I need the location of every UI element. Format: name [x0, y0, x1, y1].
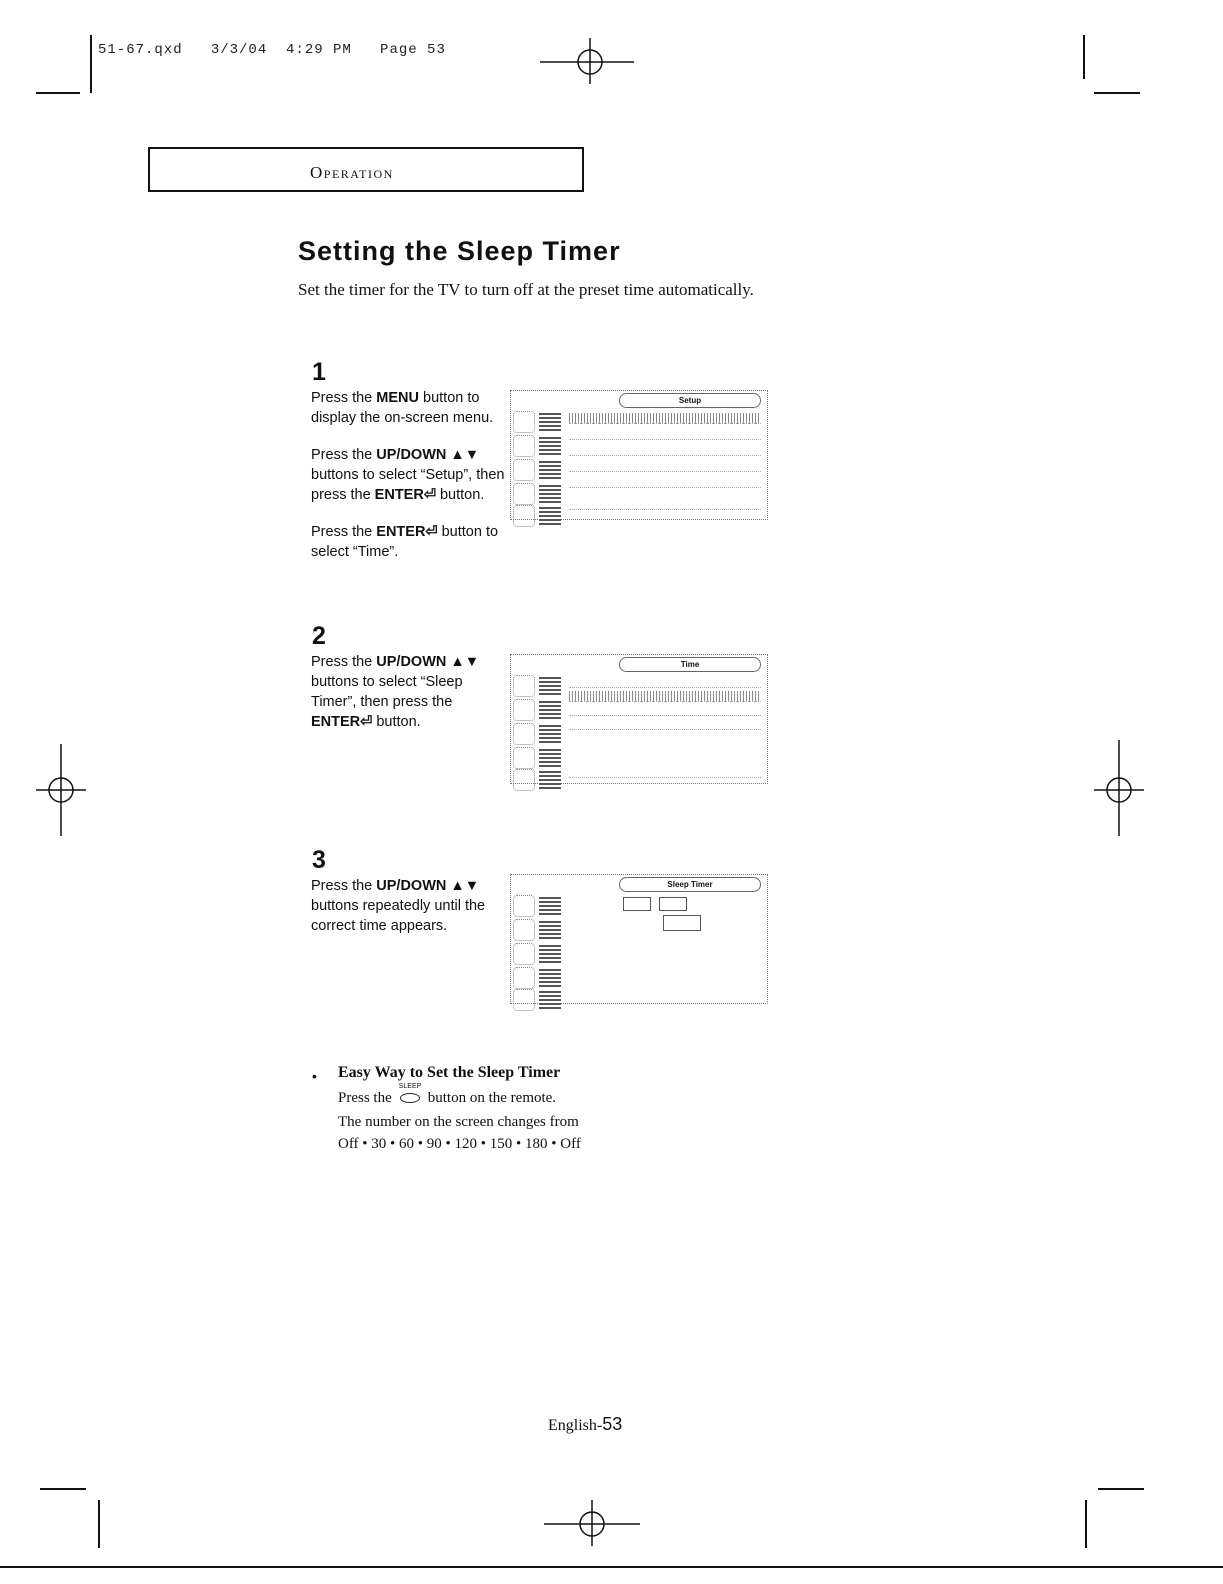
instruction: Press the UP/DOWN ▲▼ buttons to select “Setup”, then press the ENTER⏎ button. — [311, 447, 505, 503]
crop-mark — [1085, 1500, 1087, 1548]
tip-line: The number on the screen changes from — [338, 1114, 579, 1130]
osd-menu-title: Time — [619, 657, 761, 672]
instruction: Press the UP/DOWN ▲▼ buttons to select “Sleep Timer”, then press the ENTER⏎ button. — [311, 654, 480, 730]
registration-mark-left — [36, 744, 86, 836]
osd-menu-title: Sleep Timer — [619, 877, 761, 892]
crop-mark — [40, 1488, 86, 1490]
sleep-button-icon: SLEEP — [400, 1093, 420, 1103]
section-header — [148, 147, 584, 192]
step-number: 1 — [312, 358, 326, 386]
crop-mark — [36, 92, 80, 94]
step-instructions — [311, 388, 511, 579]
crop-mark — [1083, 35, 1085, 79]
osd-screenshot-setup — [510, 390, 768, 520]
step-instructions — [311, 652, 511, 749]
crop-mark — [98, 1500, 100, 1548]
section-label: Operation — [310, 163, 394, 182]
tip-line: Press the SLEEP button on the remote. — [338, 1083, 557, 1106]
osd-sidebar — [511, 409, 563, 519]
instruction: Press the MENU button to display the on-screen menu. — [311, 390, 494, 426]
instruction: Press the UP/DOWN ▲▼ buttons repeatedly until the correct time appears. — [311, 878, 486, 934]
registration-mark-right — [1094, 740, 1144, 836]
registration-mark-bottom — [544, 1500, 640, 1546]
print-slug: 51-67.qxd 3/3/04 4:29 PM Page 53 — [98, 42, 446, 58]
page-number: 53 — [602, 1414, 623, 1434]
step-number: 2 — [312, 622, 326, 650]
osd-screenshot-sleep-timer — [510, 874, 768, 1004]
step-instructions — [311, 876, 511, 953]
tip-title: Easy Way to Set the Sleep Timer — [338, 1064, 561, 1081]
crop-mark — [1094, 92, 1140, 94]
page-subtitle: Set the timer for the TV to turn off at the preset time automatically. — [298, 280, 754, 299]
osd-screenshot-time — [510, 654, 768, 784]
instruction: Press the ENTER⏎ button to select “Time”. — [311, 524, 499, 560]
tip-line: Off • 30 • 60 • 90 • 120 • 150 • 180 • Off — [338, 1136, 581, 1152]
page-bottom-edge — [0, 1566, 1223, 1568]
osd-sidebar — [511, 893, 563, 1003]
page-title: Setting the Sleep Timer — [298, 236, 621, 266]
crop-mark — [90, 35, 92, 93]
registration-mark-top — [540, 38, 634, 84]
tip-bullet: • — [312, 1068, 317, 1084]
osd-menu-title: Setup — [619, 393, 761, 408]
osd-sidebar — [511, 673, 563, 783]
step-number: 3 — [312, 846, 326, 874]
crop-mark — [1098, 1488, 1144, 1490]
page-footer: English-53 — [548, 1414, 623, 1434]
